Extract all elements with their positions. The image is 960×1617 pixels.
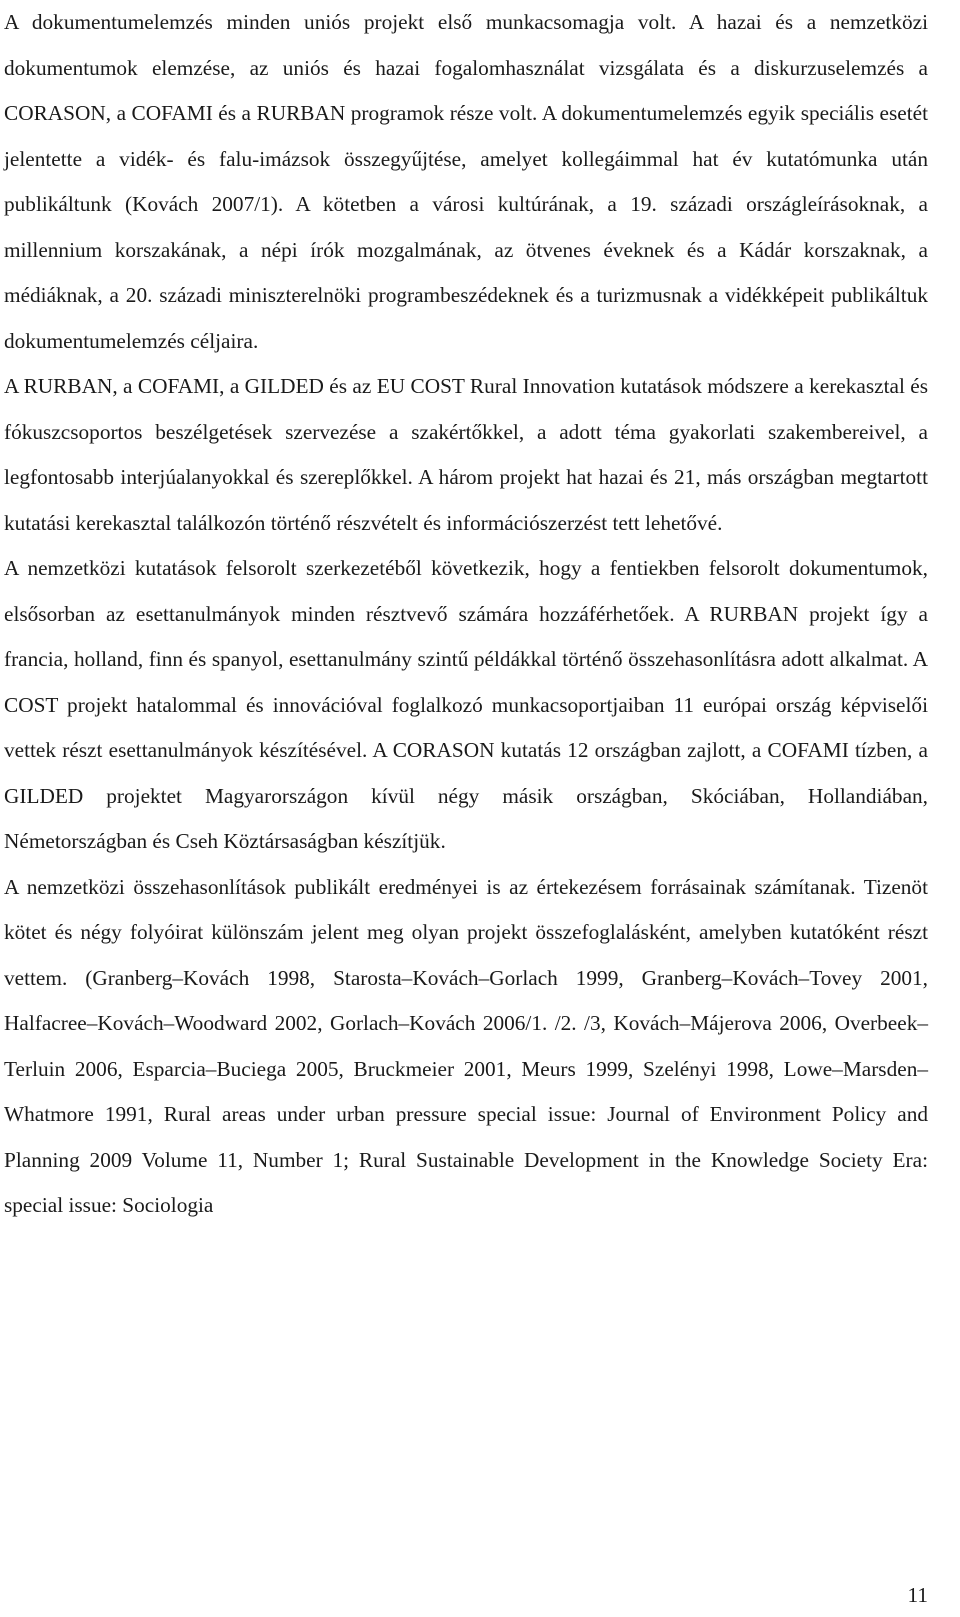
paragraph-publications: A nemzetközi összehasonlítások publikált eredményei is az értekezésem forrásainak számítanak. Tizenöt kötet és négy folyóirat különszám jelent meg olyan projekt összefoglalásként, amelyben kutatóként részt vettem. (Granberg–Kovách 1998, Starosta–Kovách–Gorlach 1999, Granberg–Kovách–Tovey 2001, Halfacree–Kovách–Woodward 2002, Gorlach–Kovách 2006/1. /2. /3, Kovách–Májerova 2006, Overbeek–Terluin 2006, Esparcia–Buciega 2005, Bruckmeier 2001, Meurs 1999, Szelényi 1998, Lowe–Marsden–Whatmore 1991, Rural areas under urban pressure special issue: Journal of Environment Policy and Planning 2009 Volume 11, Number 1; Rural Sustainable Development in the Knowledge Society Era: special issue: Sociologia (4, 874, 928, 1217)
paragraph-document-analysis: A dokumentumelemzés minden uniós projekt első munkacsomagja volt. A hazai és a nemzetközi dokumentumok elemzése, az uniós és hazai fogalomhasználat vizsgálata és a diskurzuselemzés a CORASON, a COFAMI és a RURBAN programok része volt. A dokumentumelemzés egyik speciális esetét jelentette a vidék- és falu-imázsok összegyűjtése, amelyet kollegáimmal hat év kutatómunka után publikáltunk (Kovách 2007/1). A kötetben a városi kultúrának, a 19. századi országleírásoknak, a millennium korszakának, a népi írók mozgalmának, az ötvenes éveknek és a Kádár korszaknak, a médiáknak, a 20. századi miniszterelnöki programbeszédeknek és a turizmusnak a vidékképeit publikáltuk dokumentumelemzés céljaira. (4, 10, 928, 353)
paragraph-international-research: A nemzetközi kutatások felsorolt szerkezetéből következik, hogy a fentiekben felsorolt dokumentumok, elsősorban az esettanulmányok minden résztvevő számára hozzáférhetőek. A RURBAN projekt így a francia, holland, finn és spanyol, esettanulmány szintű példákkal történő összehasonlításra adott alkalmat. A COST projekt hatalommal és innovációval foglalkozó munkacsoportjaiban 11 európai ország képviselői vettek részt esettanulmányok készítésével. A CORASON kutatás 12 országban zajlott, a COFAMI tízben, a GILDED projektet Magyarországon kívül négy másik országban, Skóciában, Hollandiában, Németországban és Cseh Köztársaságban készítjük. (4, 556, 928, 853)
paragraph-roundtable-methods: A RURBAN, a COFAMI, a GILDED és az EU COST Rural Innovation kutatások módszere a kerekasztal és fókuszcsoportos beszélgetések szervezése a szakértőkkel, a adott téma gyakorlati szakembereivel, a legfontosabb interjúalanyokkal és szereplőkkel. A három projekt hat hazai és 21, más országban megtartott kutatási kerekasztal találkozón történő részvételt és információszerzést tett lehetővé. (4, 374, 928, 535)
document-page (4, 0, 928, 1229)
page-number: 11 (907, 1583, 928, 1607)
